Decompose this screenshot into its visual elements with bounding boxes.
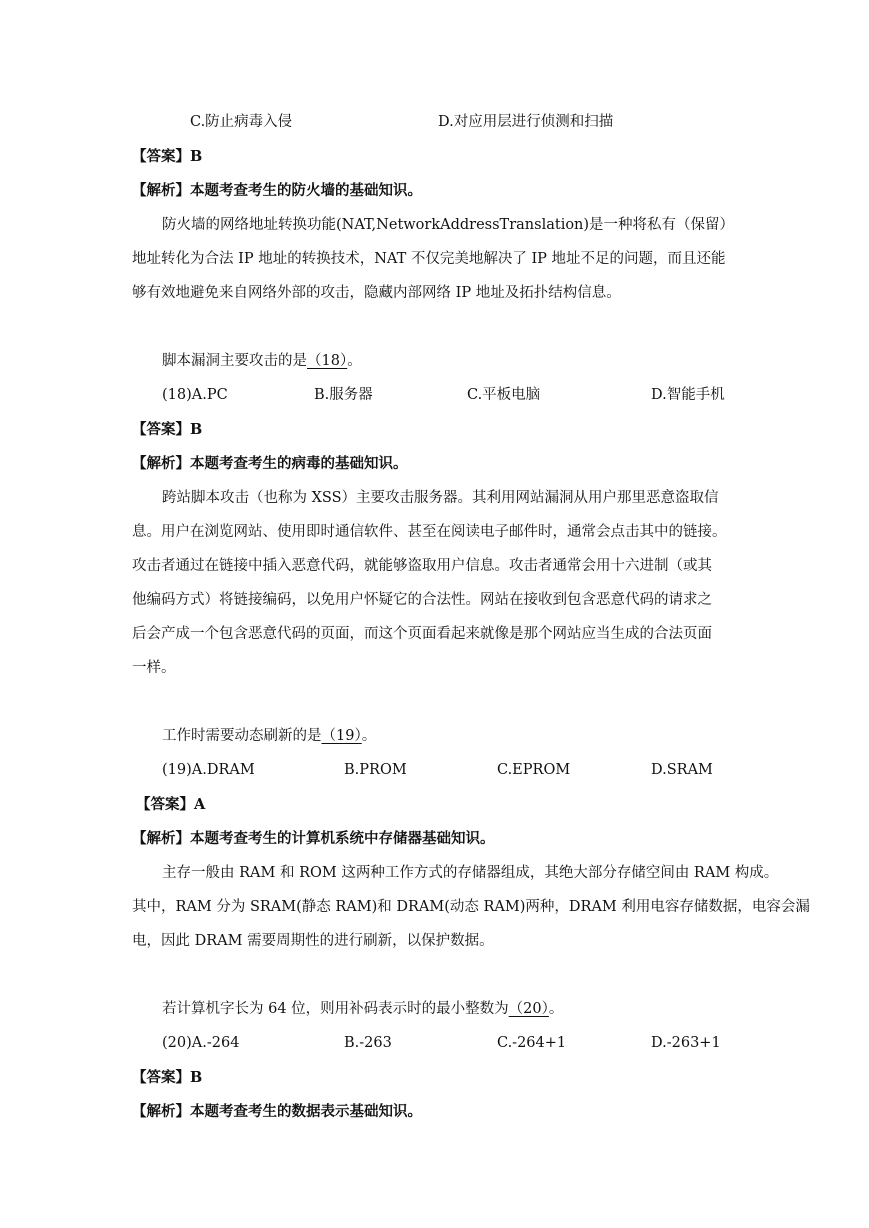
answer-label-18: 【答案】B: [132, 421, 203, 438]
question-19: [162, 726, 376, 746]
explanation-line-19-2: 其中，RAM 分为 SRAM(静态 RAM)和 DRAM(动态 RAM)两种，DRAM 利用电容存储数据，电容会漏: [132, 899, 810, 915]
option-20-c: C.-264+1: [497, 1035, 567, 1051]
explanation-line-18-3: 攻击者通过在链接中插入恶意代码，就能够盗取用户信息。攻击者通常会用十六进制（或其: [132, 558, 712, 574]
explanation-line-18-1: 跨站脚本攻击（也称为 XSS）主要攻击服务器。其利用网站漏洞从用户那里恶意盗取信: [162, 490, 719, 506]
option-19-a: (19)A.DRAM: [162, 762, 255, 778]
question-20-text: 若计算机字长为 64 位，则用补码表示时的最小整数为: [162, 1001, 509, 1017]
question-19-text: 工作时需要动态刷新的是: [162, 728, 322, 744]
explanation-line-17-2: 地址转化为合法 IP 地址的转换技术，NAT 不仅完美地解决了 IP 地址不足的问题，而且还能: [132, 251, 726, 267]
explanation-line-18-6: 一样。: [132, 660, 176, 676]
answer-label-20: 【答案】B: [132, 1069, 203, 1086]
question-19-suffix: 。: [361, 728, 377, 744]
explanation-line-17-3: 够有效地避免来自网络外部的攻击，隐藏内部网络 IP 地址及拓扑结构信息。: [132, 285, 621, 301]
option-20-a: (20)A.-264: [162, 1035, 240, 1051]
analysis-title-18: 【解析】本题考查考生的病毒的基础知识。: [132, 455, 408, 472]
explanation-line-19-1: 主存一般由 RAM 和 ROM 这两种工作方式的存储器组成，其绝大部分存储空间由 RAM 构成。: [162, 865, 779, 881]
explanation-line-17-1: 防火墙的网络地址转换功能(NAT,NetworkAddressTranslation)是一种将私有（保留）: [162, 217, 735, 233]
option-20-d: D.-263+1: [651, 1035, 721, 1051]
explanation-line-18-4: 他编码方式）将链接编码，以免用户怀疑它的合法性。网站在接收到包含恶意代码的请求之: [132, 592, 712, 608]
option-18-d: D.智能手机: [651, 387, 725, 403]
explanation-line-18-2: 息。用户在浏览网站、使用即时通信软件、甚至在阅读电子邮件时，通常会点击其中的链接。: [132, 524, 727, 540]
option-19-b: B.PROM: [344, 762, 407, 778]
option-c-text: C.防止病毒入侵: [190, 114, 293, 130]
question-18-suffix: 。: [347, 353, 362, 369]
question-18-blank: （18）: [307, 353, 348, 369]
option-d-text: D.对应用层进行侦测和扫描: [438, 114, 614, 130]
option-20-b: B.-263: [344, 1035, 392, 1051]
analysis-title-17: 【解析】本题考查考生的防火墙的基础知识。: [132, 182, 422, 199]
option-19-c: C.EPROM: [497, 762, 571, 778]
question-20-suffix: 。: [548, 1001, 564, 1017]
option-19-d: D.SRAM: [651, 762, 713, 778]
question-18-text: 脚本漏洞主要攻击的是: [162, 353, 307, 369]
explanation-line-18-5: 后会产成一个包含恶意代码的页面，而这个页面看起来就像是那个网站应当生成的合法页面: [132, 626, 712, 642]
option-18-c: C.平板电脑: [467, 387, 541, 403]
analysis-title-19: 【解析】本题考查考生的计算机系统中存储器基础知识。: [132, 830, 495, 847]
analysis-title-20: 【解析】本题考查考生的数据表示基础知识。: [132, 1103, 422, 1120]
question-20-blank: （20）: [508, 1001, 549, 1017]
question-19-blank: （19）: [321, 728, 362, 744]
question-18: [162, 351, 362, 371]
option-18-a: (18)A.PC: [162, 387, 228, 403]
explanation-line-19-3: 电，因此 DRAM 需要周期性的进行刷新，以保护数据。: [132, 933, 494, 949]
option-18-b: B.服务器: [314, 387, 373, 403]
question-20: [162, 999, 563, 1019]
answer-label-19: 【答案】A: [136, 796, 206, 813]
answer-label-17: 【答案】B: [132, 148, 203, 165]
